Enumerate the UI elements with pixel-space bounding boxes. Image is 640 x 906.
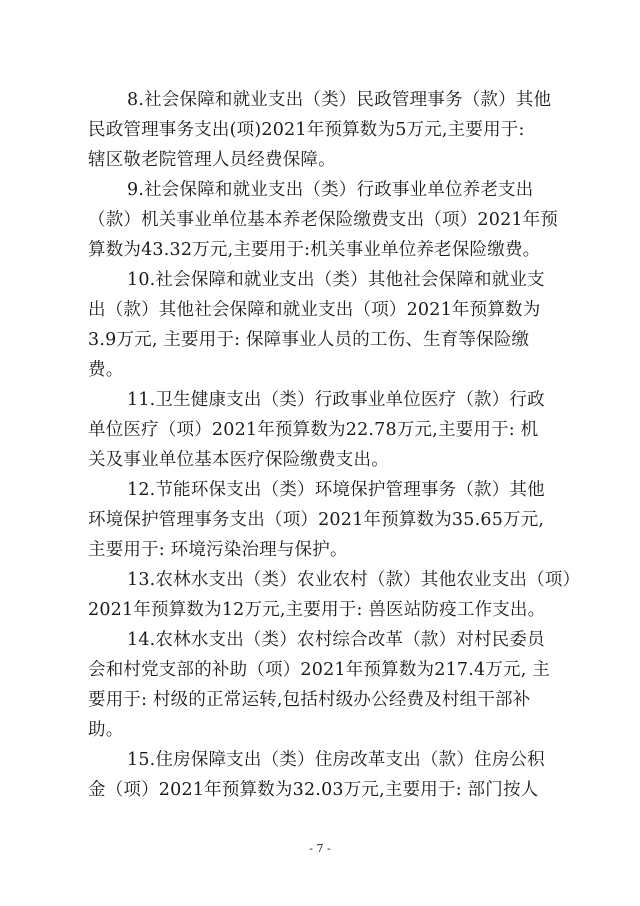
paragraph-5-line-1: 12.节能环保支出（类）环境保护管理事务（款）其他: [127, 480, 545, 500]
paragraph-4-line-3: 关及事业单位基本医疗保险缴费支出。: [88, 450, 389, 470]
paragraph-3-line-3: 3.9万元, 主要用于: 保障事业人员的工伤、生育等保险缴: [88, 330, 530, 350]
paragraph-3-line-1: 10.社会保障和就业支出（类）其他社会保障和就业支: [127, 270, 545, 290]
paragraph-4-line-1: 11.卫生健康支出（类）行政事业单位医疗（款）行政: [127, 390, 545, 410]
page-number: - 7 -: [309, 842, 331, 855]
paragraph-1-line-1: 8.社会保障和就业支出（类）民政管理事务（款）其他: [127, 90, 552, 110]
paragraph-7-line-3: 要用于: 村级的正常运转,包括村级办公经费及村组干部补: [88, 690, 531, 710]
paragraph-8-line-1: 15.住房保障支出（类）住房改革支出（款）住房公积: [127, 750, 545, 770]
paragraph-7-line-4: 助。: [88, 720, 124, 740]
paragraph-7-line-1: 14.农林水支出（类）农村综合改革（款）对村民委员: [127, 630, 545, 650]
paragraph-6-line-1: 13.农林水支出（类）农业农村（款）其他农业支出（项）: [127, 570, 581, 590]
paragraph-2-line-3: 算数为43.32万元,主要用于:机关事业单位养老保险缴费。: [88, 240, 541, 260]
paragraph-7-line-2: 会和村党支部的补助（项）2021年预算数为217.4万元, 主: [88, 660, 550, 680]
paragraph-1-line-2: 民政管理事务支出(项)2021年预算数为5万元,主要用于:: [88, 120, 525, 140]
paragraph-8-line-2: 金（项）2021年预算数为32.03万元,主要用于: 部门按人: [88, 780, 539, 800]
paragraph-4-line-2: 单位医疗（项）2021年预算数为22.78万元,主要用于: 机: [88, 420, 539, 440]
paragraph-5-line-3: 主要用于: 环境污染治理与保护。: [88, 540, 348, 560]
paragraph-2-line-1: 9.社会保障和就业支出（类）行政事业单位养老支出: [127, 180, 534, 200]
paragraph-3-line-2: 出（款）其他社会保障和就业支出（项）2021年预算数为: [88, 300, 541, 320]
paragraph-5-line-2: 环境保护管理事务支出（项）2021年预算数为35.65万元,: [88, 510, 545, 530]
paragraph-3-line-4: 费。: [88, 360, 124, 380]
paragraph-6-line-2: 2021年预算数为12万元,主要用于: 兽医站防疫工作支出。: [88, 600, 546, 620]
paragraph-1-line-3: 辖区敬老院管理人员经费保障。: [88, 150, 336, 170]
paragraph-2-line-2: （款）机关事业单位基本养老保险缴费支出（项）2021年预: [88, 210, 559, 230]
